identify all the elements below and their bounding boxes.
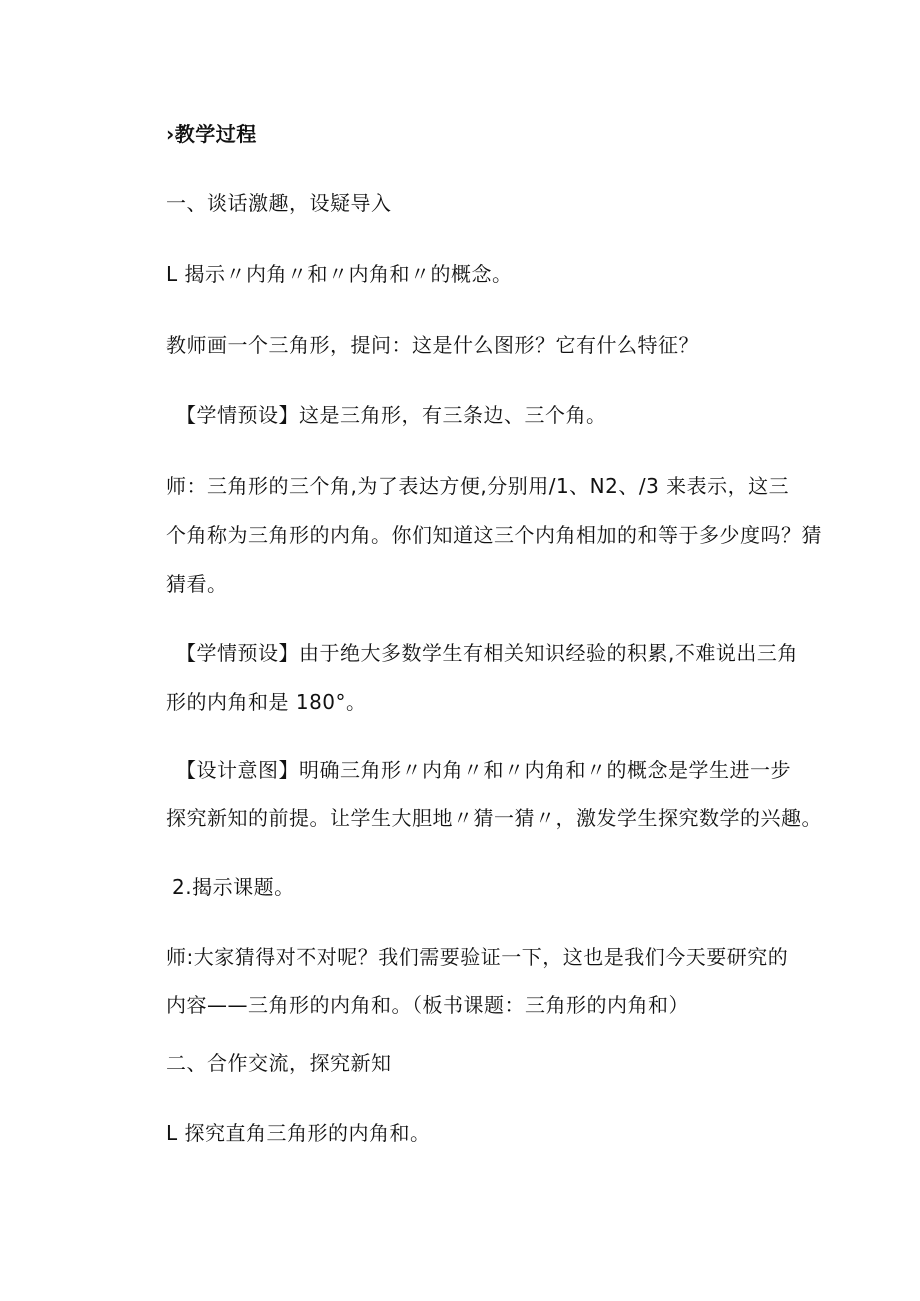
teacher-says-1-line1: 师：三角形的三个角,为了表达方便,分别用/1、N2、/3 来表示，这三 [166,474,790,498]
student-preset-2-line1: 【学情预设】由于绝大多数学生有相关知识经验的积累,不难说出三角 [176,641,798,665]
item1-title: L 揭示〃内角〃和〃内角和〃的概念。 [166,262,513,286]
part1-heading: 一、谈话激趣，设疑导入 [166,191,392,215]
teacher-says-1-line3: 猜看。 [166,572,228,596]
design-intent-line1: 【设计意图】明确三角形〃内角〃和〃内角和〃的概念是学生进一步 [176,758,791,782]
teacher-draws-paragraph: 教师画一个三角形，提问：这是什么图形？它有什么特征？ [166,333,699,357]
section-title: ›教学过程 [166,122,257,146]
item3-title: L 探究直角三角形的内角和。 [166,1121,431,1145]
teacher-says-2-line2: 内容——三角形的内角和。（板书课题：三角形的内角和） [166,993,689,1017]
student-preset-2-line2: 形的内角和是 180°。 [166,690,367,714]
teacher-says-1-line2: 个角称为三角形的内角。你们知道这三个内角相加的和等于多少度吗？猜 [166,523,822,547]
item2-title: 2.揭示课题。 [172,875,295,899]
design-intent-line2: 探究新知的前提。让学生大胆地〃猜一猜〃，激发学生探究数学的兴趣。 [166,806,822,830]
part2-heading: 二、合作交流，探究新知 [166,1051,392,1075]
student-preset-1: 【学情预设】这是三角形，有三条边、三个角。 [176,403,607,427]
teacher-says-2-line1: 师:大家猜得对不对呢？我们需要验证一下，这也是我们今天要研究的 [166,945,789,969]
